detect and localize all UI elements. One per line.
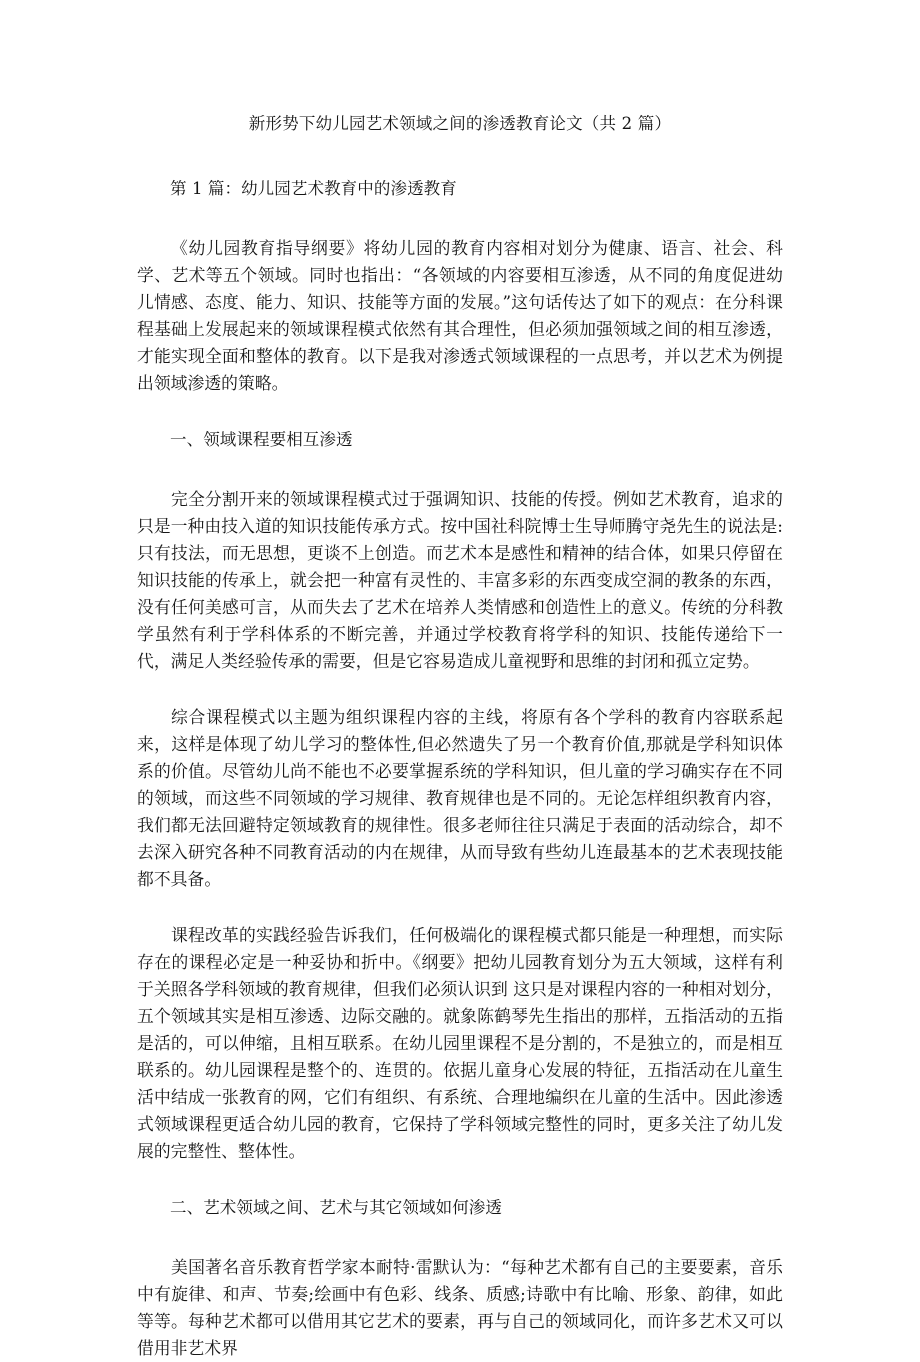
section-2-paragraph-1: 美国著名音乐教育哲学家本耐特·雷默认为：“每种艺术都有自己的主要要素，音乐中有旋律、和声、节奏;绘画中有色彩、线条、质感;诗歌中有比喻、形象、韵律，如此等等。每种艺术都可以借用其它艺术的要素，再与自己的领域同化，而许多艺术又可以借用非艺术界: [137, 1257, 783, 1358]
section-1-paragraph-1: 完全分割开来的领域课程模式过于强调知识、技能的传授。例如艺术教育，追求的只是一种由技入道的知识技能传承方式。按中国社科院博士生导师腾守尧先生的说法是: 只有技法，而无思想，更谈不上创造。而艺术本是感性和精神的结合体，如果只停留在知识技能的传承上，就会把一种富有灵性的、丰富多彩的东西变成空洞的教条的东西，没有任何美感可言，从而失去了艺术在培养人类情感和创造性上的意义。传统的分科教学虽然有利于学科体系的不断完善，并通过学校教育将学科的知识、技能传递给下一代，满足人类经验传承的需要，但是它容易造成儿童视野和思维的封闭和孤立定势。: [137, 489, 783, 671]
section-1-paragraph-3: 课程改革的实践经验告诉我们，任何极端化的课程模式都只能是一种理想，而实际存在的课程必定是一种妥协和折中。《纲要》把幼儿园教育划分为五大领域，这样有利于关照各学科领域的教育规律，但我们必须认识到 这只是对课程内容的一种相对划分，五个领域其实是相互渗透、边际交融的。就象陈鹤琴先生指出的那样，五指活动的五指是活的，可以伸缩，且相互联系。在幼儿园里课程不是分割的，不是独立的，而是相互联系的。幼儿园课程是整个的、连贯的。依据儿童身心发展的特征，五指活动在儿童生活中结成一张教育的网，它们有组织、有系统、合理地编织在儿童的生活中。因此渗透式领域课程更适合幼儿园的教育，它保持了学科领域完整性的同时，更多关注了幼儿发展的完整性、整体性。: [137, 925, 783, 1161]
section-heading-1: 一、领域课程要相互渗透: [170, 430, 353, 449]
article-label: 第 1 篇：幼儿园艺术教育中的渗透教育: [170, 179, 457, 198]
section-1-paragraph-2: 综合课程模式以主题为组织课程内容的主线，将原有各个学科的教育内容联系起来，这样是体现了幼儿学习的整体性,但必然遗失了另一个教育价值,那就是学科知识体系的价值。尽管幼儿尚不能也不必要掌握系统的学科知识，但儿童的学习确实存在不同的领域，而这些不同领域的学习规律、教育规律也是不同的。无论怎样组织教育内容，我们都无法回避特定领域教育的规律性。很多老师往往只满足于表面的活动综合，却不去深入研究各种不同教育活动的内在规律，从而导致有些幼儿连最基本的艺术表现技能都不具备。: [137, 707, 783, 889]
section-heading-2: 二、艺术领域之间、艺术与其它领域如何渗透: [170, 1198, 502, 1217]
intro-paragraph: 《幼儿园教育指导纲要》将幼儿园的教育内容相对划分为健康、语言、社会、科学、艺术等五个领域。同时也指出：“各领域的内容要相互渗透，从不同的角度促进幼儿情感、态度、能力、知识、技能等方面的发展。”这句话传达了如下的观点：在分科课程基础上发展起来的领域课程模式依然有其合理性，但必须加强领域之间的相互渗透，才能实现全面和整体的教育。以下是我对渗透式领域课程的一点思考，并以艺术为例提出领域渗透的策略。: [137, 238, 783, 393]
page-title: 新形势下幼儿园艺术领域之间的渗透教育论文（共 2 篇）: [248, 114, 672, 133]
